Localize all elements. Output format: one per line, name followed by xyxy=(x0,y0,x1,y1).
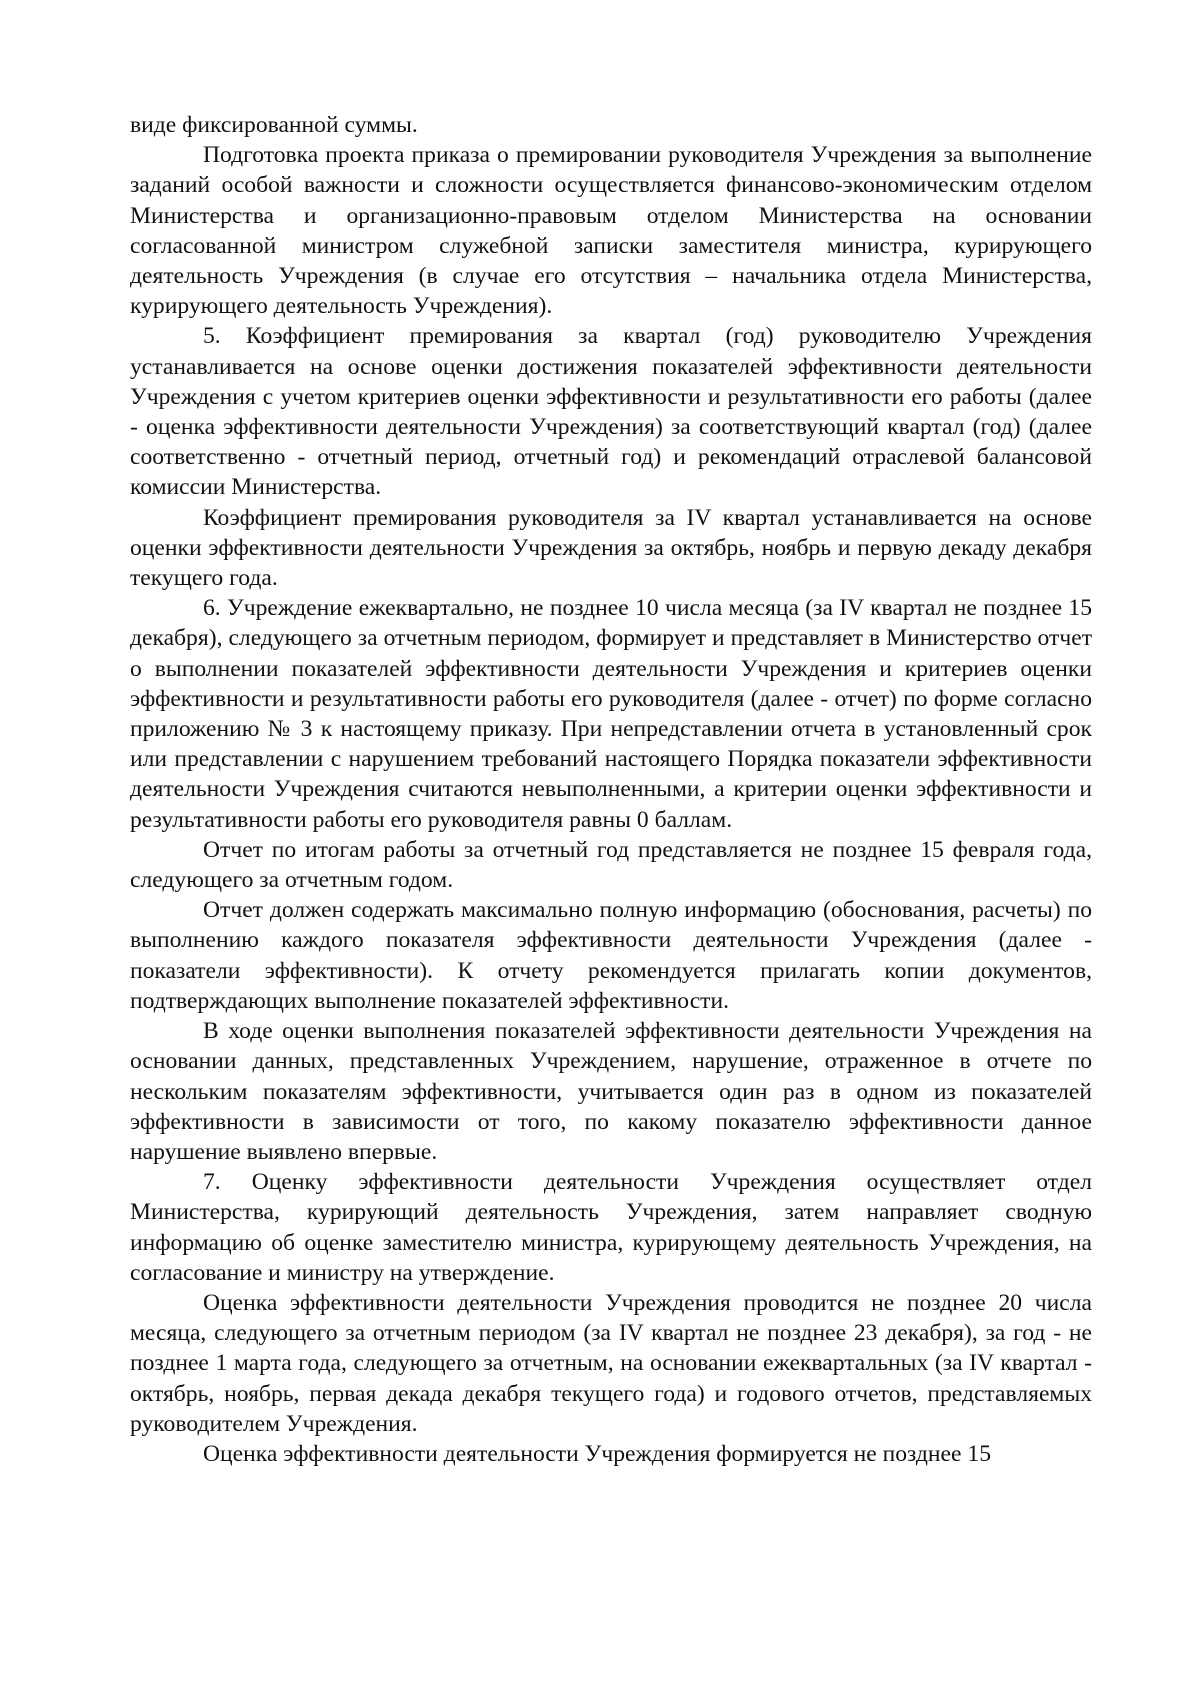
document-page xyxy=(130,110,1092,1469)
paragraph: виде фиксированной суммы. xyxy=(130,112,418,138)
paragraph: Оценка эффективности деятельности Учреждения формируется не позднее 15 xyxy=(203,1440,991,1467)
paragraph: Подготовка проекта приказа о премировании руководителя Учреждения за выполнение заданий особой важности и сложности осуществляется финансово-экономическим отделом Министерства и организационно-правовым отделом Министерства на основании согласованной министром служебной записки заместителя министра, курирующего деятельность Учреждения (в случае его отсутствия – начальника отдела Министерства, курирующего деятельность Учреждения). xyxy=(130,142,1092,320)
paragraph: Отчет по итогам работы за отчетный год представляется не позднее 15 февраля года, следующего за отчетным годом. xyxy=(130,836,1092,894)
paragraph: Оценка эффективности деятельности Учреждения проводится не позднее 20 числа месяца, следующего за отчетным периодом (за IV квартал не позднее 23 декабря), за год - не позднее 1 марта года, следующего за отчетным, на основании ежеквартальных (за IV квартал - октябрь, ноябрь, первая декада декабря текущего года) и годового отчетов, представляемых руководителем Учреждения. xyxy=(130,1289,1092,1437)
paragraph: 5. Коэффициент премирования за квартал (год) руководителю Учреждения устанавливается на основе оценки достижения показателей эффективности деятельности Учреждения с учетом критериев оценки эффективности и результативности его работы (далее - оценка эффективности деятельности Учреждения) за соответствующий квартал (год) (далее соответственно - отчетный период, отчетный год) и рекомендаций отраслевой балансовой комиссии Министерства. xyxy=(130,323,1092,501)
paragraph: 6. Учреждение ежеквартально, не позднее 10 числа месяца (за IV квартал не позднее 15 декабря), следующего за отчетным периодом, формирует и представляет в Министерство отчет о выполнении показателей эффективности деятельности Учреждения и критериев оценки эффективности и результативности работы его руководителя (далее - отчет) по форме согласно приложению № 3 к настоящему приказу. При непредставлении отчета в установленный срок или представлении с нарушением требований настоящего Порядка показатели эффективности деятельности Учреждения считаются невыполненными, а критерии оценки эффективности и результативности работы его руководителя равны 0 баллам. xyxy=(130,595,1092,833)
paragraph: В ходе оценки выполнения показателей эффективности деятельности Учреждения на основании данных, представленных Учреждением, нарушение, отраженное в отчете по нескольким показателям эффективности, учитывается один раз в одном из показателей эффективности в зависимости от того, по какому показателю эффективности данное нарушение выявлено впервые. xyxy=(130,1018,1092,1165)
paragraph: Отчет должен содержать максимально полную информацию (обоснования, расчеты) по выполнению каждого показателя эффективности деятельности Учреждения (далее - показатели эффективности). К отчету рекомендуется прилагать копии документов, подтверждающих выполнение показателей эффективности. xyxy=(130,897,1092,1014)
paragraph: Коэффициент премирования руководителя за IV квартал устанавливается на основе оценки эффективности деятельности Учреждения за октябрь, ноябрь и первую декаду декабря текущего года. xyxy=(130,504,1092,592)
paragraph: 7. Оценку эффективности деятельности Учреждения осуществляет отдел Министерства, курирующий деятельность Учреждения, затем направляет сводную информацию об оценке заместителю министра, курирующему деятельность Учреждения, на согласование и министру на утверждение. xyxy=(130,1169,1092,1286)
